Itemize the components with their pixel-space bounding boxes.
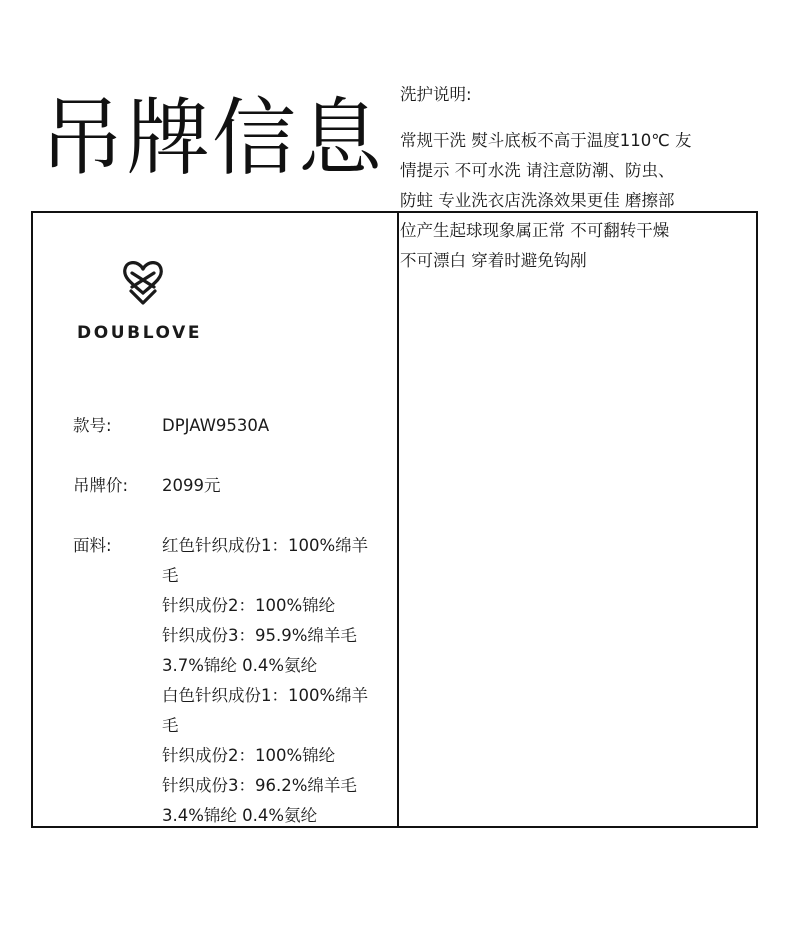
fabric-line: 毛 [162, 566, 179, 585]
hang-tag-table [31, 211, 758, 828]
column-divider [397, 213, 399, 826]
fabric-line: 3.7%锦纶 0.4%氨纶 [162, 656, 318, 675]
care-title: 洗护说明: [400, 85, 472, 104]
care-instructions [400, 80, 720, 276]
fabric-line: 针织成份3：95.9%绵羊毛 [162, 626, 357, 645]
fabric-line: 3.4%锦纶 0.4%氨纶 [162, 806, 318, 825]
care-line: 位产生起球现象属正常 不可翻转干燥 [400, 221, 670, 240]
fabric-line: 针织成份2：100%锦纶 [162, 746, 336, 765]
care-line: 不可漂白 穿着时避免钩剐 [400, 251, 587, 270]
fabric-composition [162, 531, 382, 831]
fabric-label: 面料: [73, 536, 112, 555]
style-number-value: DPJAW9530A [162, 416, 270, 435]
care-line: 常规干洗 熨斗底板不高于温度110℃ 友 [400, 131, 692, 150]
care-line: 防蛀 专业洗衣店洗涤效果更佳 磨擦部 [400, 191, 675, 210]
page-title: 吊牌信息 [40, 89, 385, 187]
fabric-line: 毛 [162, 716, 179, 735]
care-line: 情提示 不可水洗 请注意防潮、防虫、 [400, 161, 675, 180]
fabric-line: 针织成份2：100%锦纶 [162, 596, 336, 615]
price-value: 2099元 [162, 476, 221, 495]
style-number-label: 款号: [73, 416, 112, 435]
price-label: 吊牌价: [73, 476, 129, 495]
heart-knot-logo-icon [119, 257, 167, 309]
fabric-line: 白色针织成份1：100%绵羊 [162, 686, 369, 705]
fabric-line: 红色针织成份1：100%绵羊 [162, 536, 369, 555]
brand-name: DOUBLOVE [77, 323, 203, 343]
care-text [400, 126, 720, 276]
fabric-line: 针织成份3：96.2%绵羊毛 [162, 776, 357, 795]
